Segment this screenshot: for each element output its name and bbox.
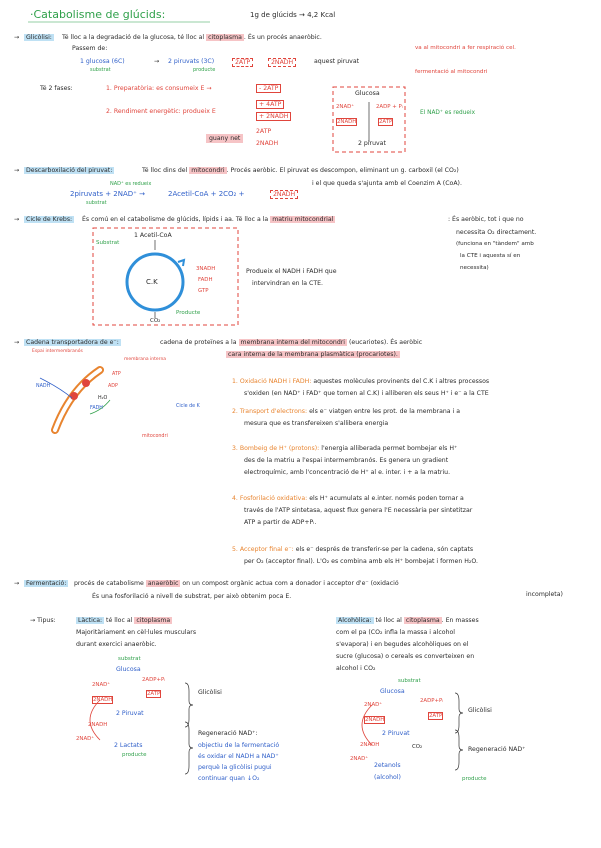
producte-label: producte [193,67,216,73]
ferment-note: fermentació al mitocondri [415,69,488,75]
alc-substrat: substrat [398,678,421,684]
cte-item-2b: mesura que es transfereixen s'allibera energia [244,420,389,427]
cte-item-5b: per O₂ (acceptor final). L'O₂ es combina amb els H⁺ bombejat i formen H₂O. [244,558,478,565]
alc-atp: 2ATP [429,713,443,719]
protein-complex-2 [82,379,90,387]
lac-adp: 2ADP+Pᵢ [142,677,166,683]
krebs-note-3: (funciona en "tàndem" amb [456,241,534,247]
ferment-line-2: És una fosforilació a nivell de substrat, per això obtenim poca E. [92,593,292,600]
descarbox-line-2: i el que queda s'ajunta amb el Coenzim A (CoA). [312,180,462,187]
title-equation: 1g de glúcids → 4,2 Kcal [250,11,336,19]
alcoholica-line-2: com el pa (CO₂ infla la massa i alcohol [336,629,456,636]
lactica-line-2: Majoritàriament en cèl·lules musculars [76,629,197,636]
lac-regen: Regeneració NAD⁺: [198,730,258,737]
alc-alcohol: (alcohol) [374,774,401,781]
krebs-producte: Producte [176,310,201,316]
ferment-line-1: procés de catabolisme anaeròbic on un compost orgànic actua com a donador i acceptor d'e⁻ (oxidació [74,580,399,587]
krebs-acetil: 1 Acetil-CoA [134,232,172,239]
section-ferment: Fermentació: [26,580,67,587]
descarbox-reduced: NAD⁺ es redueix [110,181,152,187]
krebs-gtp: GTP [198,288,209,294]
lac-regen-5: continuar quan ↓O₂ [198,775,260,782]
mito-note: va al mitocondri a fer respiració cel. [415,45,516,51]
fases-label: Té 2 fases: [40,85,73,92]
arrow-glyph: → [14,339,20,346]
lac-regen-2: objectiu de la fermentació [198,742,280,749]
lac-substrat: substrat [118,656,141,662]
fase-2-atp: + 4ATP [256,100,284,109]
lac-producte: producte [122,752,147,758]
nad-note: El NAD⁺ es redueix [420,110,475,116]
alc-piruvat: 2 Piruvat [382,730,410,737]
cte-item-4c: ATP a partir de ADP+Pᵢ. [244,519,317,526]
piruvats-label: 2 piruvats (3C) [168,58,215,65]
krebs-line-1: És comú en el catabolisme de glúcids, lípids i aa. Té lloc a la matriu mitocondrial [82,216,334,223]
guany-atp: 2ATP [256,128,272,135]
lac-nad-2: 2NAD⁺ [76,736,95,742]
alc-nadh-2: 2NADH [360,742,380,748]
cte-item-5: 5. Acceptor final e⁻: els e⁻ després de transferir-se per la cadena, són captats [232,546,474,553]
fase-1: 1. Preparatòria: es consumeix E → [106,85,212,92]
cte-item-3: 3. Bombeig de H⁺ (protons): l'energia alliberada permet bombejar els H⁺ [232,445,458,452]
cte-item-4: 4. Fosforilació oxidativa: els H⁺ acumulats al e.inter. només poden tornar a [232,495,464,502]
krebs-ck: C.K [146,278,158,286]
lac-glucosa: Glucosa [116,666,141,673]
descarbox-eq-right: 2Acetil-CoA + 2CO₂ + [168,190,245,198]
lactic-bracket-1 [185,683,193,727]
alcoholica-line-5: alcohol i CO₂ [336,665,376,672]
ferment-tipus: → Tipus: [30,617,56,624]
cte-d-adp: ADP [108,384,118,389]
alc-nad: 2NAD⁺ [364,702,383,708]
cte-d-nadh: NADH [36,384,51,389]
alc-etanols: 2etanols [374,762,401,769]
arrow-glyph: → [154,58,160,65]
krebs-substrat: Substrat [96,240,120,246]
atp-badge: 2ATP [232,58,253,67]
lac-nad: 2NAD⁺ [92,682,111,688]
alc-co2: CO₂ [412,744,423,750]
nadh-badge: 2NADH [268,58,296,67]
cte-line-2: cara interna de la membrana plasmàtica (procariotes). [228,351,398,358]
section-cte: Cadena transportadora de e⁻: [26,339,119,346]
cte-d-fadh: FADH [90,406,103,411]
lactic-bracket-2 [185,722,193,774]
membrane-outer [55,370,100,430]
box-piruvat: 2 piruvat [358,140,386,147]
arrow-glyph: → [14,580,20,587]
krebs-note-1: : És aeròbic, tot i que no [448,216,524,223]
lac-piruvat: 2 Piruvat [116,710,144,717]
aquest-piruvat: aquest piruvat [314,58,360,65]
krebs-note-2: necessita O₂ directament. [456,229,537,236]
lactica-line-3: durant exercici anaeròbic. [76,641,157,648]
fase-2: 2. Rendiment energètic: produeix E [106,108,216,115]
cte-item-4b: través de l'ATP sintetasa, aquest flux genera l'E necessària per sintetitzar [244,507,473,514]
krebs-produeix-1: Produeix el NADH i FADH que [246,268,337,275]
ferment-incompleta: incompleta) [526,591,563,598]
alcoholica-line-4: sucre (glucosa) o cereals es converteixen en [336,653,475,660]
alcohol-bracket-1 [455,693,463,733]
arrow-glyph: → [14,167,20,174]
guany-nadh: 2NADH [256,140,279,147]
lactic-nad-cycle [90,700,100,740]
substrat-label: substrat [90,67,111,73]
alcohol-nad-cycle [362,705,372,745]
descarbox-nadh: 2NADH [270,190,298,199]
protein-complex-1 [70,392,78,400]
alc-glucosa: Glucosa [380,688,405,695]
lac-regen-4: perquè la glicòlisi pugui [198,764,272,771]
cte-d-membrana: membrana interna [124,357,167,362]
descarbox-line-1: Té lloc dins del mitocondri . Procés aeròbic. El piruvat es descompon, eliminant un g. carboxil (el CO₂) [142,167,459,174]
cte-item-3c: electroquímic, amb l'concentració de H⁺ al e. inter. i + a la matriu. [244,469,451,476]
box-nadh: 2NADH [337,119,357,125]
cte-d-h2o: H₂O [98,396,108,401]
alc-producte: producte [462,776,487,782]
krebs-produeix-2: intervindran en la CTE. [252,280,324,287]
cte-d-mito: mitocondri [142,434,168,439]
fase-1-atp: - 2ATP [256,84,281,93]
lactica-line-1: Làctica: té lloc al citoplasma [78,617,171,624]
arrow-glyph: → [14,216,20,223]
alc-adp: 2ADP+Pᵢ [420,698,444,704]
descarbox-substrat: substrat [86,200,107,206]
glucosa-label: 1 glucosa (6C) [80,58,125,65]
box-nad: 2NAD⁺ [336,104,355,110]
krebs-nadh: 3NADH [196,266,216,272]
krebs-fadh: FADH [198,277,213,283]
box-glucosa: Glucosa [355,90,380,97]
krebs-note-4: la CTE i aquesta sí en [460,253,521,259]
alcohol-bracket-2 [455,730,463,770]
cte-item-1: 1. Oxidació NADH i FADH: aquestes molècules provinents del C.K i altres processos [232,378,490,385]
alc-nadh: 2NADH [365,717,385,723]
glicolisi-intro: Té lloc a la degradació de la glucosa, té lloc al citoplasma . És un procés anaeròbic. [62,34,322,41]
cte-line-1: cadena de proteïnes a la membrana interna del mitocondri (eucariotes). És aeròbic [160,339,423,346]
lac-nadh: 2NADH [93,697,113,703]
lac-lactats: 2 Lactats [114,742,143,749]
cte-d-ck: Cicle de K [176,404,200,409]
guany-net: guany net [206,134,243,143]
lac-atp: 2ATP [147,691,161,697]
glicolisi-passem: Passem de: [72,45,108,52]
alc-glicolisi: Glicòlisi [468,707,492,714]
cte-item-3b: des de la matriu a l'espai intermembranós. Es genera un gradient [244,457,449,464]
section-glicolisi: Glicòlisi: [26,34,52,41]
arrow-glyph: → [14,34,20,41]
alc-nad-2: 2NAD⁺ [350,756,369,762]
lac-regen-3: és oxidar el NADH a NAD⁺ [198,753,279,760]
fase-2-nadh: + 2NADH [256,112,291,121]
page-title: ·Catabolisme de glúcids: [30,8,166,21]
alc-regen: Regeneració NAD⁺ [468,746,526,753]
krebs-note-5: necessita) [460,265,489,271]
section-krebs: Cicle de Krebs: [26,216,73,223]
section-descarbox: Descarboxilació del piruvat: [26,167,113,174]
cte-item-1b: s'oxiden (en NAD⁺ i FAD⁺ que tornen al C.K) i alliberen els seus H⁺ i e⁻ a la CTE [244,390,489,397]
cte-item-2: 2. Transport d'electrons: els e⁻ viatgen entre les prot. de la membrana i a [232,408,461,415]
krebs-co2: CO₂ [150,318,161,324]
descarbox-eq-left: 2piruvats + 2NAD⁺ → [70,190,145,198]
lac-glicolisi: Glicòlisi [198,689,222,696]
cte-d-atp: ATP [112,372,121,377]
alcoholica-line-3: s'evapora) i en begudes alcohòliques on el [336,641,469,648]
box-atp: 2ATP [379,119,393,125]
lac-nadh-2: 2NADH [88,722,108,728]
box-adp: 2ADP + Pᵢ [376,104,403,110]
alcoholica-line-1: Alcohòlica: té lloc al citoplasma . En masses [338,617,479,624]
cte-d-espai: Espai intermembranós [32,349,83,354]
